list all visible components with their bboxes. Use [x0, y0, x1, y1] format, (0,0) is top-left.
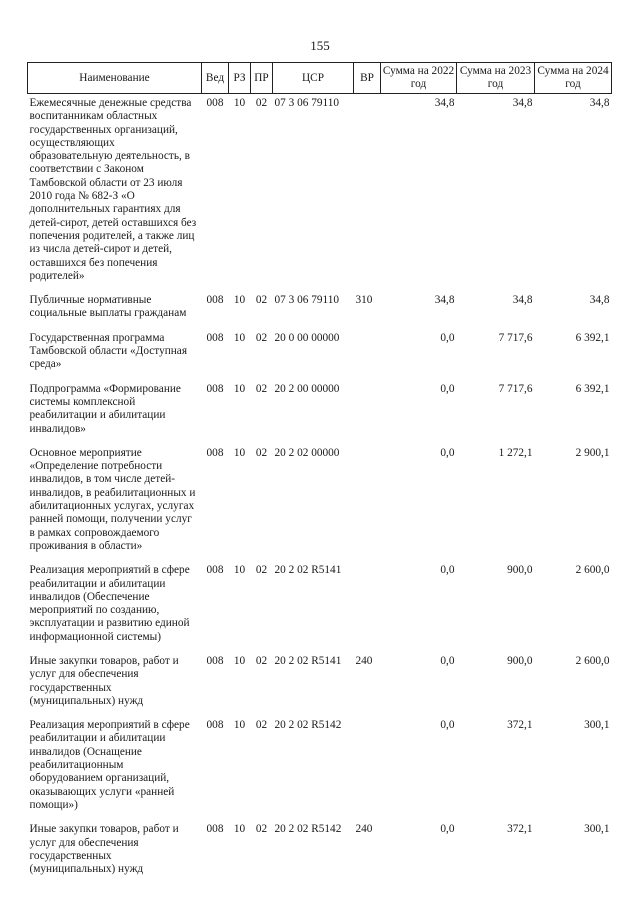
row-vr — [354, 561, 381, 652]
row-sum-2023: 7 717,6 — [498, 382, 533, 395]
row-csr: 07 3 06 79110 — [274, 97, 340, 109]
row-vr: 240 — [355, 823, 373, 836]
row-vr — [354, 444, 381, 561]
row-sum-2024: 6 392,1 — [575, 382, 610, 395]
row-name: Ежемесячные денежные средства воспитанникам областных государственных организаций, осуществляющих образовательную деятельность, в соответствии с Законом Тамбовской области от 23 июля 2010 года № 682-З «О дополнительных гарантиях для детей-сирот, детей оставшихся без попечения родителей, а также лиц из числа детей-сирот и детей, оставшихся без попечения родителей» — [29, 97, 197, 282]
row-sum-2024: 300,1 — [584, 823, 610, 836]
row-sum-2023: 900,0 — [507, 654, 533, 667]
row-vr — [354, 329, 381, 380]
row-sum-2024: 34,8 — [589, 97, 610, 109]
row-ved: 008 — [206, 446, 224, 459]
page-number: 155 — [310, 38, 330, 53]
table-row — [28, 380, 612, 444]
row-name: Иные закупки товаров, работ и услуг для обеспечения государственных (муниципальных) нужд — [29, 654, 179, 707]
row-pr: 02 — [255, 382, 268, 395]
row-vr — [354, 716, 381, 820]
row-sum-2024: 2 900,1 — [575, 446, 610, 459]
row-csr: 20 2 02 R5142 — [274, 823, 342, 836]
column-header-vr: ВР — [354, 63, 381, 94]
row-sum-2024: 6 392,1 — [575, 331, 610, 344]
row-rz: 10 — [233, 654, 246, 667]
row-pr: 02 — [255, 719, 268, 732]
column-header-rz: РЗ — [229, 63, 251, 94]
row-vr: 240 — [355, 654, 373, 667]
row-name: Государственная программа Тамбовской области «Доступная среда» — [29, 331, 188, 371]
table-row — [28, 444, 612, 561]
table-row — [28, 716, 612, 820]
row-vr — [354, 94, 381, 292]
row-csr: 20 0 00 00000 — [274, 331, 340, 344]
row-rz: 10 — [233, 294, 246, 307]
row-sum-2022: 34,8 — [434, 97, 455, 109]
table-row — [28, 291, 612, 329]
row-sum-2023: 34,8 — [512, 97, 533, 109]
row-rz: 10 — [233, 719, 246, 732]
row-sum-2022: 0,0 — [440, 382, 455, 395]
row-ved: 008 — [206, 719, 224, 732]
row-name: Публичные нормативные социальные выплаты гражданам — [29, 294, 187, 320]
row-sum-2023: 372,1 — [507, 823, 533, 836]
row-pr: 02 — [255, 654, 268, 667]
column-header-sum-2022: Сумма на 2022 год — [381, 63, 457, 94]
row-pr: 02 — [255, 331, 268, 344]
row-ved: 008 — [206, 331, 224, 344]
column-header-ved: Вед — [202, 63, 229, 94]
row-csr: 20 2 02 R5142 — [274, 719, 342, 732]
row-csr: 07 3 06 79110 — [274, 294, 340, 307]
row-sum-2023: 1 272,1 — [498, 446, 533, 459]
row-sum-2022: 0,0 — [440, 654, 455, 667]
table-row — [28, 820, 612, 884]
row-sum-2022: 0,0 — [440, 446, 455, 459]
row-sum-2023: 7 717,6 — [498, 331, 533, 344]
row-csr: 20 2 02 R5141 — [274, 654, 342, 667]
row-rz: 10 — [233, 446, 246, 459]
table-header-row — [28, 63, 612, 94]
column-header-sum-2023: Сумма на 2023 год — [457, 63, 535, 94]
row-sum-2022: 0,0 — [440, 823, 455, 836]
row-rz: 10 — [233, 823, 246, 836]
row-ved: 008 — [206, 97, 224, 109]
row-pr: 02 — [255, 564, 268, 577]
row-csr: 20 2 02 00000 — [274, 446, 340, 459]
row-ved: 008 — [206, 823, 224, 836]
row-sum-2022: 0,0 — [440, 564, 455, 577]
row-sum-2022: 0,0 — [440, 331, 455, 344]
row-rz: 10 — [233, 382, 246, 395]
row-rz: 10 — [233, 331, 246, 344]
row-ved: 008 — [206, 564, 224, 577]
table-row — [28, 561, 612, 652]
row-vr — [354, 380, 381, 444]
row-name: Основное мероприятие «Определение потребности инвалидов, в том числе детей-инвалидов, в реабилитационных и абилитационных услугах, услугах ранней помощи, получении услуг в рамках сопровождаемого проживания в области» — [29, 446, 196, 552]
row-sum-2023: 372,1 — [507, 719, 533, 732]
row-rz: 10 — [233, 564, 246, 577]
row-sum-2023: 900,0 — [507, 564, 533, 577]
column-header-name: Наименование — [28, 63, 202, 94]
row-csr: 20 2 02 R5141 — [274, 564, 342, 577]
row-csr: 20 2 00 00000 — [274, 382, 340, 395]
budget-table — [27, 62, 612, 884]
row-pr: 02 — [255, 97, 268, 109]
row-sum-2022: 0,0 — [440, 719, 455, 732]
row-name: Подпрограмма «Формирование системы комплексной реабилитации и абилитации инвалидов» — [29, 382, 181, 435]
row-rz: 10 — [233, 97, 246, 109]
row-sum-2024: 34,8 — [589, 294, 610, 307]
row-name: Реализация мероприятий в сфере реабилитации и абилитации инвалидов (Обеспечение мероприятий по созданию, эксплуатации и развитию единой информационной системы) — [29, 564, 190, 643]
table-row — [28, 652, 612, 716]
row-sum-2023: 34,8 — [512, 294, 533, 307]
row-sum-2022: 34,8 — [434, 294, 455, 307]
row-pr: 02 — [255, 823, 268, 836]
row-name: Реализация мероприятий в сфере реабилитации и абилитации инвалидов (Оснащение реабилитационным оборудованием организаций, оказывающих услуги «ранней помощи») — [29, 719, 190, 811]
row-ved: 008 — [206, 382, 224, 395]
row-sum-2024: 2 600,0 — [575, 564, 610, 577]
column-header-sum-2024: Сумма на 2024 год — [535, 63, 612, 94]
row-pr: 02 — [255, 446, 268, 459]
table-row — [28, 94, 612, 292]
column-header-csr: ЦСР — [273, 63, 354, 94]
row-name: Иные закупки товаров, работ и услуг для обеспечения государственных (муниципальных) нужд — [29, 823, 179, 876]
column-header-pr: ПР — [251, 63, 273, 94]
row-ved: 008 — [206, 294, 224, 307]
row-pr: 02 — [255, 294, 268, 307]
table-row — [28, 329, 612, 380]
row-sum-2024: 300,1 — [584, 719, 610, 732]
row-sum-2024: 2 600,0 — [575, 654, 610, 667]
row-ved: 008 — [206, 654, 224, 667]
row-vr: 310 — [355, 294, 373, 307]
